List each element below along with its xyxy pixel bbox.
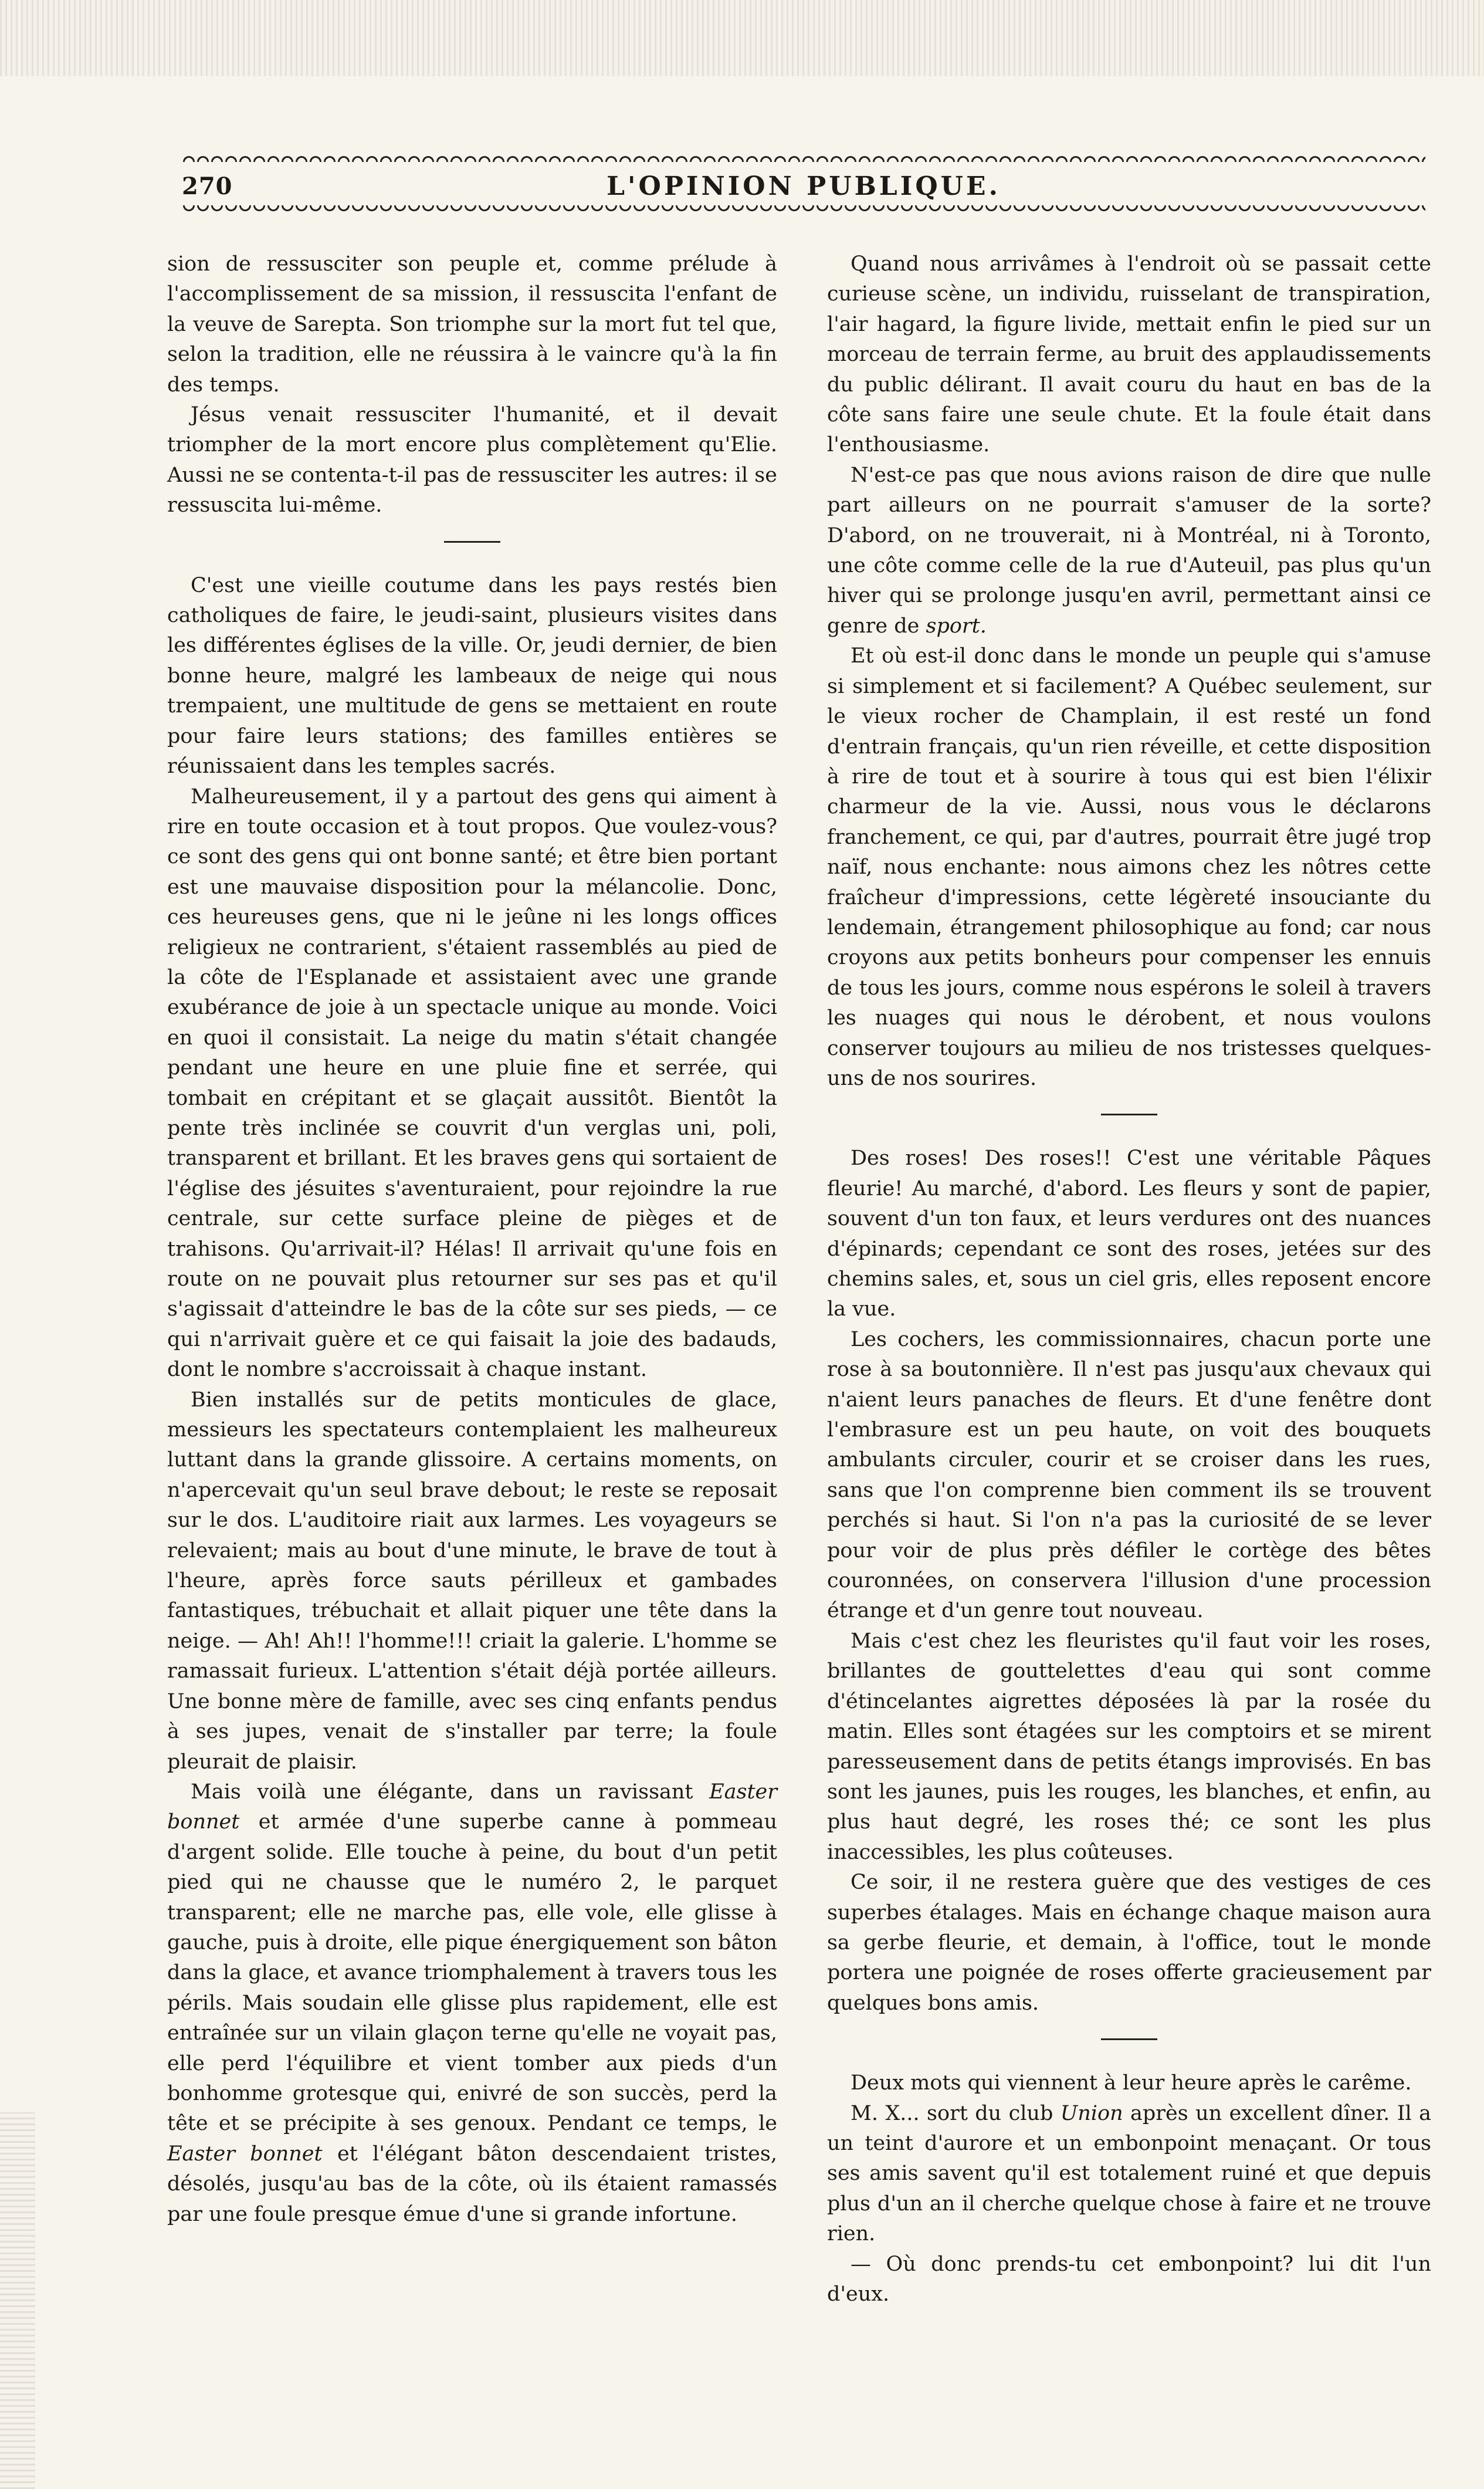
paragraph: Mais c'est chez les fleuristes qu'il faut voir les roses, brillantes de gouttelettes d'eau qui sont comme d'étincelantes aigrettes déposées là par la rosée du matin. Elles sont étagées sur les comptoirs et se mirent paresseusement dans de petits étangs improvisés. En bas sont les jaunes, puis les rouges, les blanches, et enfin, au plus haut degré, les roses thé; ce sont les plus inaccessibles, les plus coûteuses. <box>827 1629 1431 1864</box>
journal-title: L'OPINION PUBLIQUE. <box>607 171 1001 201</box>
paragraph: Malheureusement, il y a partout des gens qui aiment à rire en toute occasion et à tout propos. Que voulez-vous? ce sont des gens qui ont bonne santé; et être bien portant est une mauvaise disposition pour la mélancolie. Donc, ces heureuses gens, que ni le jeûne ni les longs offices religieux ne contrarient, s'étaient rassemblés au pied de la côte de l'Esplanade et assistaient avec une grande exubérance de joie à un spectacle unique au monde. Voici en quoi il consistait. La neige du matin s'était changée pendant une heure en une pluie fine et serrée, qui tombait en crépitant et se glaçait aussitôt. Bientôt la pente très inclinée se couvrit d'un verglas uni, poli, transparent et brillant. Et les braves gens qui sortaient de l'église des jésuites s'aventuraient, pour rejoindre la rue centrale, sur cette surface pleine de pièges et de trahisons. Qu'arrivait-il? Hélas! Il arrivait qu'une fois en route on ne pouvait plus retourner sur ses pas et qu'il s'agissait d'atteindre le bas de la côte sur ses pieds, — ce qui n'arrivait guère et ce qui faisait la joie des badauds, dont le nombre s'accroissait à chaque instant. <box>167 784 777 1382</box>
paragraph: Deux mots qui viennent à leur heure après le carême. <box>851 2071 1412 2095</box>
right-column <box>827 249 1431 2309</box>
scan-noise-top <box>0 0 1484 76</box>
page-header <box>182 168 1425 203</box>
section-divider <box>1101 2038 1157 2040</box>
header-ornament-bottom <box>182 205 1425 216</box>
text-run: après un excellent dîner. Il a un teint d'aurore et un embonpoint menaçant. Or tous ses amis savent qu'il est totalement ruiné et que depuis plus d'un an il cherche quelque chose à faire et ne trouve rien. <box>827 2101 1431 2246</box>
header-ornament-top <box>182 151 1425 162</box>
paragraph <box>827 2099 1431 2250</box>
scan-noise-left <box>0 2112 35 2489</box>
paragraph: Ce soir, il ne restera guère que des vestiges de ces superbes étalages. Mais en échange chaque maison aura sa gerbe fleurie, et demain, à l'office, tout le monde portera une poignée de roses offerte gracieusement par quelques bons amis. <box>827 1871 1431 2015</box>
text-run: et l'élégant bâton descendaient tristes, désolés, jusqu'au bas de la côte, où ils étaient ramassés par une foule presque émue d'une si grande infortune. <box>167 2142 777 2226</box>
text-run: Mais voilà une élégante, dans un ravissant <box>191 1780 710 1804</box>
paragraph: Les cochers, les commissionnaires, chacun porte une rose à sa boutonnière. Il n'est pas jusqu'aux chevaux qui n'aient leurs panaches de fleurs. Et d'une fenêtre dont l'embrasure est un peu haute, on voit des bouquets ambulants circuler, courir et se croiser dans les rues, sans que l'on comprenne bien comment ils se trouvent perchés si haut. Si l'on n'a pas la curiosité de se lever pour voir de plus près défiler le cortège des bêtes couronnées, on conservera l'illusion d'une procession étrange et d'un genre tout nouveau. <box>827 1327 1431 1623</box>
paragraph: Jésus venait ressusciter l'humanité, et il devait triompher de la mort encore plus complètement qu'Elie. Aussi ne se contenta-t-il pas de ressusciter les autres: il se ressuscita lui-même. <box>167 403 777 518</box>
section-divider <box>1101 1114 1157 1115</box>
paragraph <box>827 461 1431 641</box>
text-run: N'est-ce pas que nous avions raison de dire que nulle part ailleurs on ne pourrait s'amuser de la sorte? D'abord, on ne trouverait, ni à Montréal, ni à Toronto, une côte comme celle de la rue d'Auteuil, pas plus qu'un hiver qui se prolonge jusqu'en avril, permettant ainsi ce genre de <box>827 463 1431 638</box>
paragraph: sion de ressusciter son peuple et, comme prélude à l'accomplissement de sa mission, il ressuscita l'enfant de la veuve de Sarepta. Son triomphe sur la mort fut tel que, selon la tradition, elle ne réussira à le vaincre qu'à la fin des temps. <box>167 252 777 397</box>
paragraph: Et où est-il donc dans le monde un peuple qui s'amuse si simplement et si facilement? A Québec seulement, sur le vieux rocher de Champlain, il est resté un fond d'entrain français, qu'un rien réveille, et cette disposition à rire de tout et à sourire à tous qui est bien l'élixir charmeur de la vie. Aussi, nous vous le déclarons franchement, ce qui, par d'autres, pourrait être jugé trop naïf, nous enchante: nous aimons chez les nôtres cette fraîcheur d'impressions, cette légèreté insouciante du lendemain, étrangement philosophique au fond; car nous croyons aux petits bonheurs pour compenser les ennuis de tous les jours, comme nous espérons le soleil à travers les nuages qui nous le dérobent, et nous voulons conserver toujours au milieu de nos tristesses quelques-uns de nos sourires. <box>827 644 1431 1090</box>
italic-term: sport. <box>926 614 987 638</box>
italic-term: Union <box>1060 2101 1123 2125</box>
section-divider <box>444 541 500 543</box>
italic-term: Easter bonnet <box>167 2142 323 2166</box>
italic-term: Easter bonnet <box>167 1780 777 1834</box>
page-number: 270 <box>182 173 233 200</box>
paragraph: C'est une vieille coutume dans les pays restés bien catholiques de faire, le jeudi-saint, plusieurs visites dans les différentes églises de la ville. Or, jeudi dernier, de bien bonne heure, malgré les lambeaux de neige qui nous trempaient, une multitude de gens se mettaient en route pour faire leurs stations; des familles entières se réunissaient dans les temples sacrés. <box>167 573 777 779</box>
text-run: M. X... sort du club <box>851 2101 1061 2125</box>
paragraph: Bien installés sur de petits monticules de glace, messieurs les spectateurs contemplaient les malheureux luttant dans la grande glissoire. A certains moments, on n'apercevait qu'un seul brave debout; le reste se reposait sur le dos. L'auditoire riait aux larmes. Les voyageurs se relevaient; mais au bout d'une minute, le brave de tout à l'heure, après force sauts périlleux et gambades fantastiques, trébuchait et allait piquer une tête dans la neige. — Ah! Ah!! l'homme!!! criait la galerie. L'homme se ramassait furieux. L'attention s'était déjà portée ailleurs. Une bonne mère de famille, avec ses cinq enfants pendus à ses jupes, venait de s'installer par terre; la foule pleurait de plaisir. <box>167 1388 777 1774</box>
left-column <box>167 249 777 2230</box>
paragraph: Quand nous arrivâmes à l'endroit où se passait cette curieuse scène, un individu, ruisselant de transpiration, l'air hagard, la figure livide, mettait enfin le pied sur un morceau de terrain ferme, au bruit des applaudissements du public délirant. Il avait couru du haut en bas de la côte sans faire une seule chute. Et la foule était dans l'enthousiasme. <box>827 252 1431 457</box>
paragraph <box>167 1777 777 2230</box>
paragraph: — Où donc prends-tu cet embonpoint? lui dit l'un d'eux. <box>827 2252 1431 2306</box>
paragraph: Des roses! Des roses!! C'est une véritable Pâques fleurie! Au marché, d'abord. Les fleurs y sont de papier, souvent d'un ton faux, et leurs verdures ont des nuances d'épinards; cependant ce sont des roses, jetées sur des chemins sales, et, sous un ciel gris, elles reposent encore la vue. <box>827 1147 1431 1321</box>
text-run: et armée d'une superbe canne à pommeau d'argent solide. Elle touche à peine, du bout d'un petit pied qui ne chausse que le numéro 2, le parquet transparent; elle ne marche pas, elle vole, elle glisse à gauche, puis à droite, elle pique énergiquement son bâton dans la glace, et avance triomphalement à travers tous les périls. Mais soudain elle glisse plus rapidement, elle est entraînée sur un vilain glaçon terne qu'elle ne voyait pas, elle perd l'équilibre et vient tomber aux pieds d'un bonhomme grotesque qui, enivré de son succès, perd la tête et se précipite à ses genoux. Pendant ce temps, le <box>167 1810 777 2136</box>
